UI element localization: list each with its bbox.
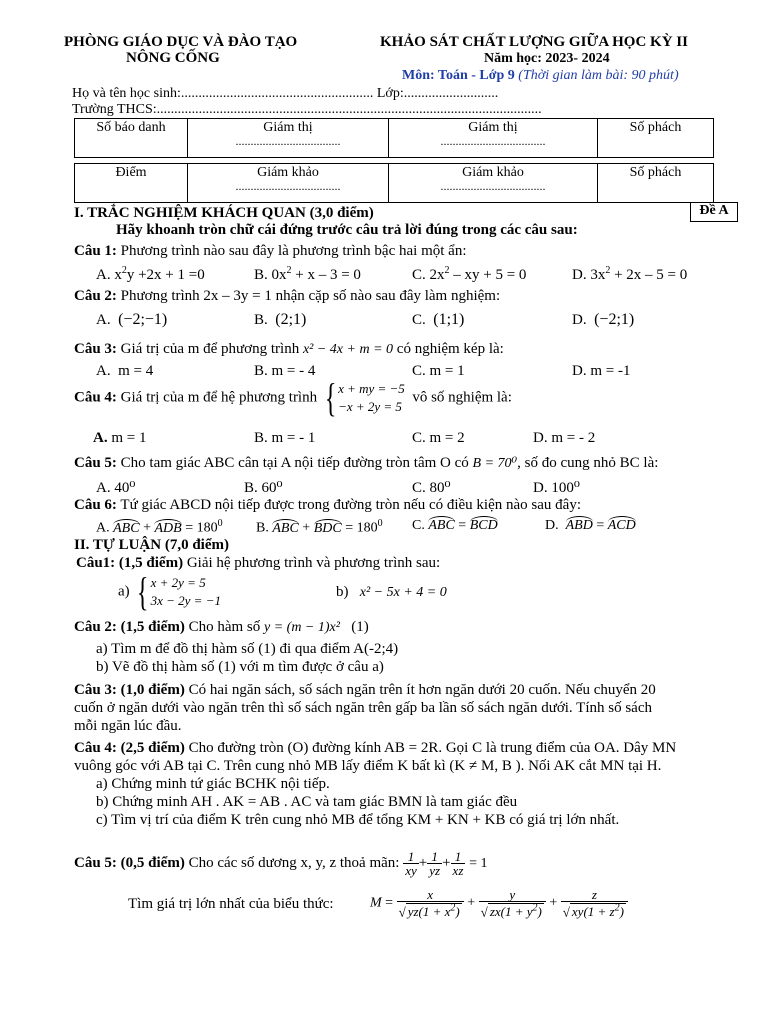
q1-option-a: A. $x^2y +2x + 1 =0$ (96, 265, 205, 283)
header-subject: Môn: Toán - Lớp 9 (402, 68, 515, 83)
grader-2-dots: ................................... (440, 179, 546, 193)
grader-2-label: Giám khảo (462, 165, 524, 180)
q2-option-a: A. (−2;−1) (96, 311, 168, 328)
e4-line-1: Cho đường tròn (O) đường kính AB = 2R. Gọi C là trung điểm của OA. Dây MN (188, 740, 677, 756)
supervisor-1-dots: ................................... (235, 134, 341, 148)
cell-candidate-number: Số báo danh (75, 119, 188, 158)
cell-supervisor-2 (389, 119, 598, 158)
grader-1-dots: ................................... (235, 179, 341, 193)
part2-title: II. TỰ LUẬN (7,0 điểm) (74, 537, 230, 553)
essay-1 (76, 555, 440, 572)
grader-table (74, 163, 714, 203)
cell-supervisor-1 (188, 119, 389, 158)
e3-line-1: Có hai ngăn sách, số sách ngăn trên ít hơn ngăn dưới 20 cuốn. Nếu chuyển 20 (188, 682, 656, 698)
q2-label: Câu 2: (74, 288, 117, 304)
cell-grader-2 (389, 164, 598, 203)
q3-tail: có nghiệm kép là: (396, 341, 504, 357)
q4-label: Câu 4: (74, 389, 117, 406)
header-time: (Thời gian làm bài: 90 phút) (518, 68, 679, 83)
q6-option-d: D. ABD = ACD (545, 518, 636, 533)
q5-option-b: B. 60⁰ (244, 480, 283, 496)
e2-number: (1) (351, 619, 369, 635)
q2-option-c: C. (1;1) (412, 311, 465, 328)
cell-code-2: Số phách (598, 164, 714, 203)
q3-option-c: C. m = 1 (412, 363, 465, 379)
essay-3 (74, 682, 656, 699)
e3-label: Câu 3: (1,0 điểm) (74, 682, 185, 698)
supervisor-1-label: Giám thị (263, 120, 313, 135)
e1-brace: { (137, 569, 149, 614)
e4-part-c: c) Tìm vị trí của điểm K trên cung nhỏ MB để tổng KM + KN + KB có giá trị lớn nhất. (96, 812, 620, 828)
q1-option-d: D. $3x^2 + 2x - 5 = 0$ (572, 265, 688, 283)
essay-5: Câu 5: (0,5 điểm) Cho các số dương x, y, z thoả mãn: $\frac{1}{xy}$ + $\frac{1}{yz}$ + $\frac{1}{xz}$ = 1 (74, 849, 488, 878)
q2-text: Phương trình 2x – 3y = 1 nhận cặp số nào sau đây làm nghiệm: (120, 288, 501, 304)
q4-brace: { (324, 375, 337, 420)
e2-part-a: a) Tìm m để đồ thị hàm số (1) đi qua điểm A(-2;4) (96, 641, 399, 657)
q5-option-d: D. 100⁰ (533, 480, 580, 496)
q1-option-c: C. $2x^2$ – xy + 5 = 0 (412, 265, 527, 283)
part1-instruction: Hãy khoanh tròn chữ cái đứng trước câu trả lời đúng trong các câu sau: (116, 222, 578, 238)
question-2 (74, 288, 500, 305)
q4-text: Giá trị của m để hệ phương trình (120, 389, 318, 406)
q4-system: x + my = −5 −x + 2y = 5 (338, 381, 405, 414)
e2-label: Câu 2: (1,5 điểm) (74, 619, 185, 635)
e1-label: Câu1: (1,5 điểm) (76, 555, 184, 571)
header-subject-line (402, 68, 679, 84)
header-district: NÔNG CỐNG (126, 50, 220, 66)
q6-text: Tứ giác ABCD nội tiếp được trong đường tròn nếu có điều kiện nào sau đây: (120, 497, 581, 513)
q4-option-a: A. m = 1 (93, 430, 147, 446)
q3-option-b: B. m = - 4 (254, 363, 316, 379)
q5-tail: , số đo cung nhỏ BC là: (517, 455, 659, 471)
exam-code-box: Đề A (690, 202, 738, 222)
e2-function: y = (m − 1)x² (264, 620, 340, 635)
supervisor-2-dots: ................................... (440, 134, 546, 148)
question-3 (74, 341, 504, 358)
part1-title: I. TRẮC NGHIỆM KHÁCH QUAN (3,0 điểm) (74, 205, 374, 221)
e4-part-b: b) Chứng minh AH . AK = AB . AC và tam giác BMN là tam giác đều (96, 794, 518, 810)
q3-option-a: A. m = 4 (96, 363, 154, 379)
q6-option-c: C. ABC = BCD (412, 518, 498, 533)
q3-text: Giá trị của m để phương trình (120, 341, 300, 357)
essay-4 (74, 740, 676, 757)
question-1 (74, 243, 467, 260)
q4-tail: vô số nghiệm là: (412, 389, 512, 406)
e1-system: x + 2y = 5 3x − 2y = −1 (150, 575, 221, 608)
supervisor-table (74, 118, 714, 158)
q2-option-d: D. (−2;1) (572, 311, 635, 328)
q5-text: Cho tam giác ABC cân tại A nội tiếp đường tròn tâm O có (120, 455, 469, 471)
q1-text: Phương trình nào sau đây là phương trình bậc hai một ẩn: (120, 243, 467, 259)
e5-frac-xz: $\frac{1}{xz}$ (452, 849, 464, 878)
e5-expression: M = $\frac{x}{√ yz(1 + x^2)}$ + $\frac{y}{√ zx(1 + y^2)}$ + $\frac{z}{√ xy(1 + z^2)}$ (370, 888, 628, 918)
q1-label: Câu 1: (74, 243, 117, 259)
grader-1-label: Giám khảo (257, 165, 319, 180)
question-4 (74, 375, 512, 420)
e4-part-a: a) Chứng minh tứ giác BCHK nội tiếp. (96, 776, 330, 792)
e5-text: Cho các số dương x, y, z thoả mãn: (188, 854, 400, 871)
e3-line-2: cuốn ở ngăn dưới vào ngăn trên thì số sách ngăn trên gấp ba lần số sách ngăn dưới. Tính số sách (74, 700, 652, 716)
q4-option-d: D. m = - 2 (533, 430, 596, 446)
e1-text: Giải hệ phương trình và phương trình sau: (186, 555, 441, 571)
q3-equation: x² − 4x + m = 0 (302, 342, 394, 357)
q5-angle: B = 70⁰ (472, 456, 518, 471)
q6-option-b: B. ABC + BDC = $180^0$ (256, 518, 383, 536)
supervisor-2-label: Giám thị (468, 120, 518, 135)
q5-option-c: C. 80⁰ (412, 480, 451, 496)
cell-score: Điểm (75, 164, 188, 203)
header-department: PHÒNG GIÁO DỤC VÀ ĐÀO TẠO (64, 34, 298, 50)
student-school-line: Trường THCS:.............................................................................................................. (72, 102, 542, 117)
cell-grader-1 (188, 164, 389, 203)
header-exam-title: KHẢO SÁT CHẤT LƯỢNG GIỮA HỌC KỲ II (380, 34, 688, 50)
q5-label: Câu 5: (74, 455, 117, 471)
e5-cond-tail: = 1 (469, 855, 488, 871)
essay-2 (74, 619, 369, 636)
e3-line-3: mỗi ngăn lúc đầu. (74, 718, 182, 734)
e2-part-b: b) Vẽ đồ thị hàm số (1) với m tìm được ở câu a) (96, 659, 384, 675)
cell-code-1: Số phách (598, 119, 714, 158)
student-name-line: Họ và tên học sinh:....................................................... Lớp:........................... (72, 86, 499, 101)
question-6 (74, 497, 581, 514)
e5-label: Câu 5: (0,5 điểm) (74, 854, 185, 871)
e4-line-2: vuông góc với AB tại C. Trên cung nhỏ MB lấy điểm K bất kì (K ≠ M, B ). Nối AK cắt MN tại H. (74, 758, 662, 774)
q4-option-b: B. m = - 1 (254, 430, 316, 446)
e5-line-2: Tìm giá trị lớn nhất của biểu thức: (128, 896, 334, 912)
q3-label: Câu 3: (74, 341, 117, 357)
q2-option-b: B. (2;1) (254, 311, 307, 328)
e1-part-a: a) { x + 2y = 5 3x − 2y = −1 (118, 569, 221, 614)
q4-option-c: C. m = 2 (412, 430, 465, 446)
e2-text: Cho hàm số (188, 619, 261, 635)
q3-option-d: D. m = -1 (572, 363, 631, 379)
e4-label: Câu 4: (2,5 điểm) (74, 740, 185, 756)
e5-frac-xy: $\frac{1}{xy}$ (405, 849, 417, 878)
q1-option-b: B. $0x^2 + x - 3 = 0$ (254, 265, 361, 283)
e5-frac-yz: $\frac{1}{yz}$ (429, 849, 441, 878)
question-5 (74, 455, 658, 472)
header-school-year: Năm học: 2023- 2024 (484, 51, 610, 66)
e1-part-b: b) x² − 5x + 4 = 0 (336, 584, 447, 600)
q6-option-a: A. ABC + ADB = $180^0$ (96, 518, 223, 536)
q6-label: Câu 6: (74, 497, 117, 513)
q5-option-a: A. 40⁰ (96, 480, 136, 496)
